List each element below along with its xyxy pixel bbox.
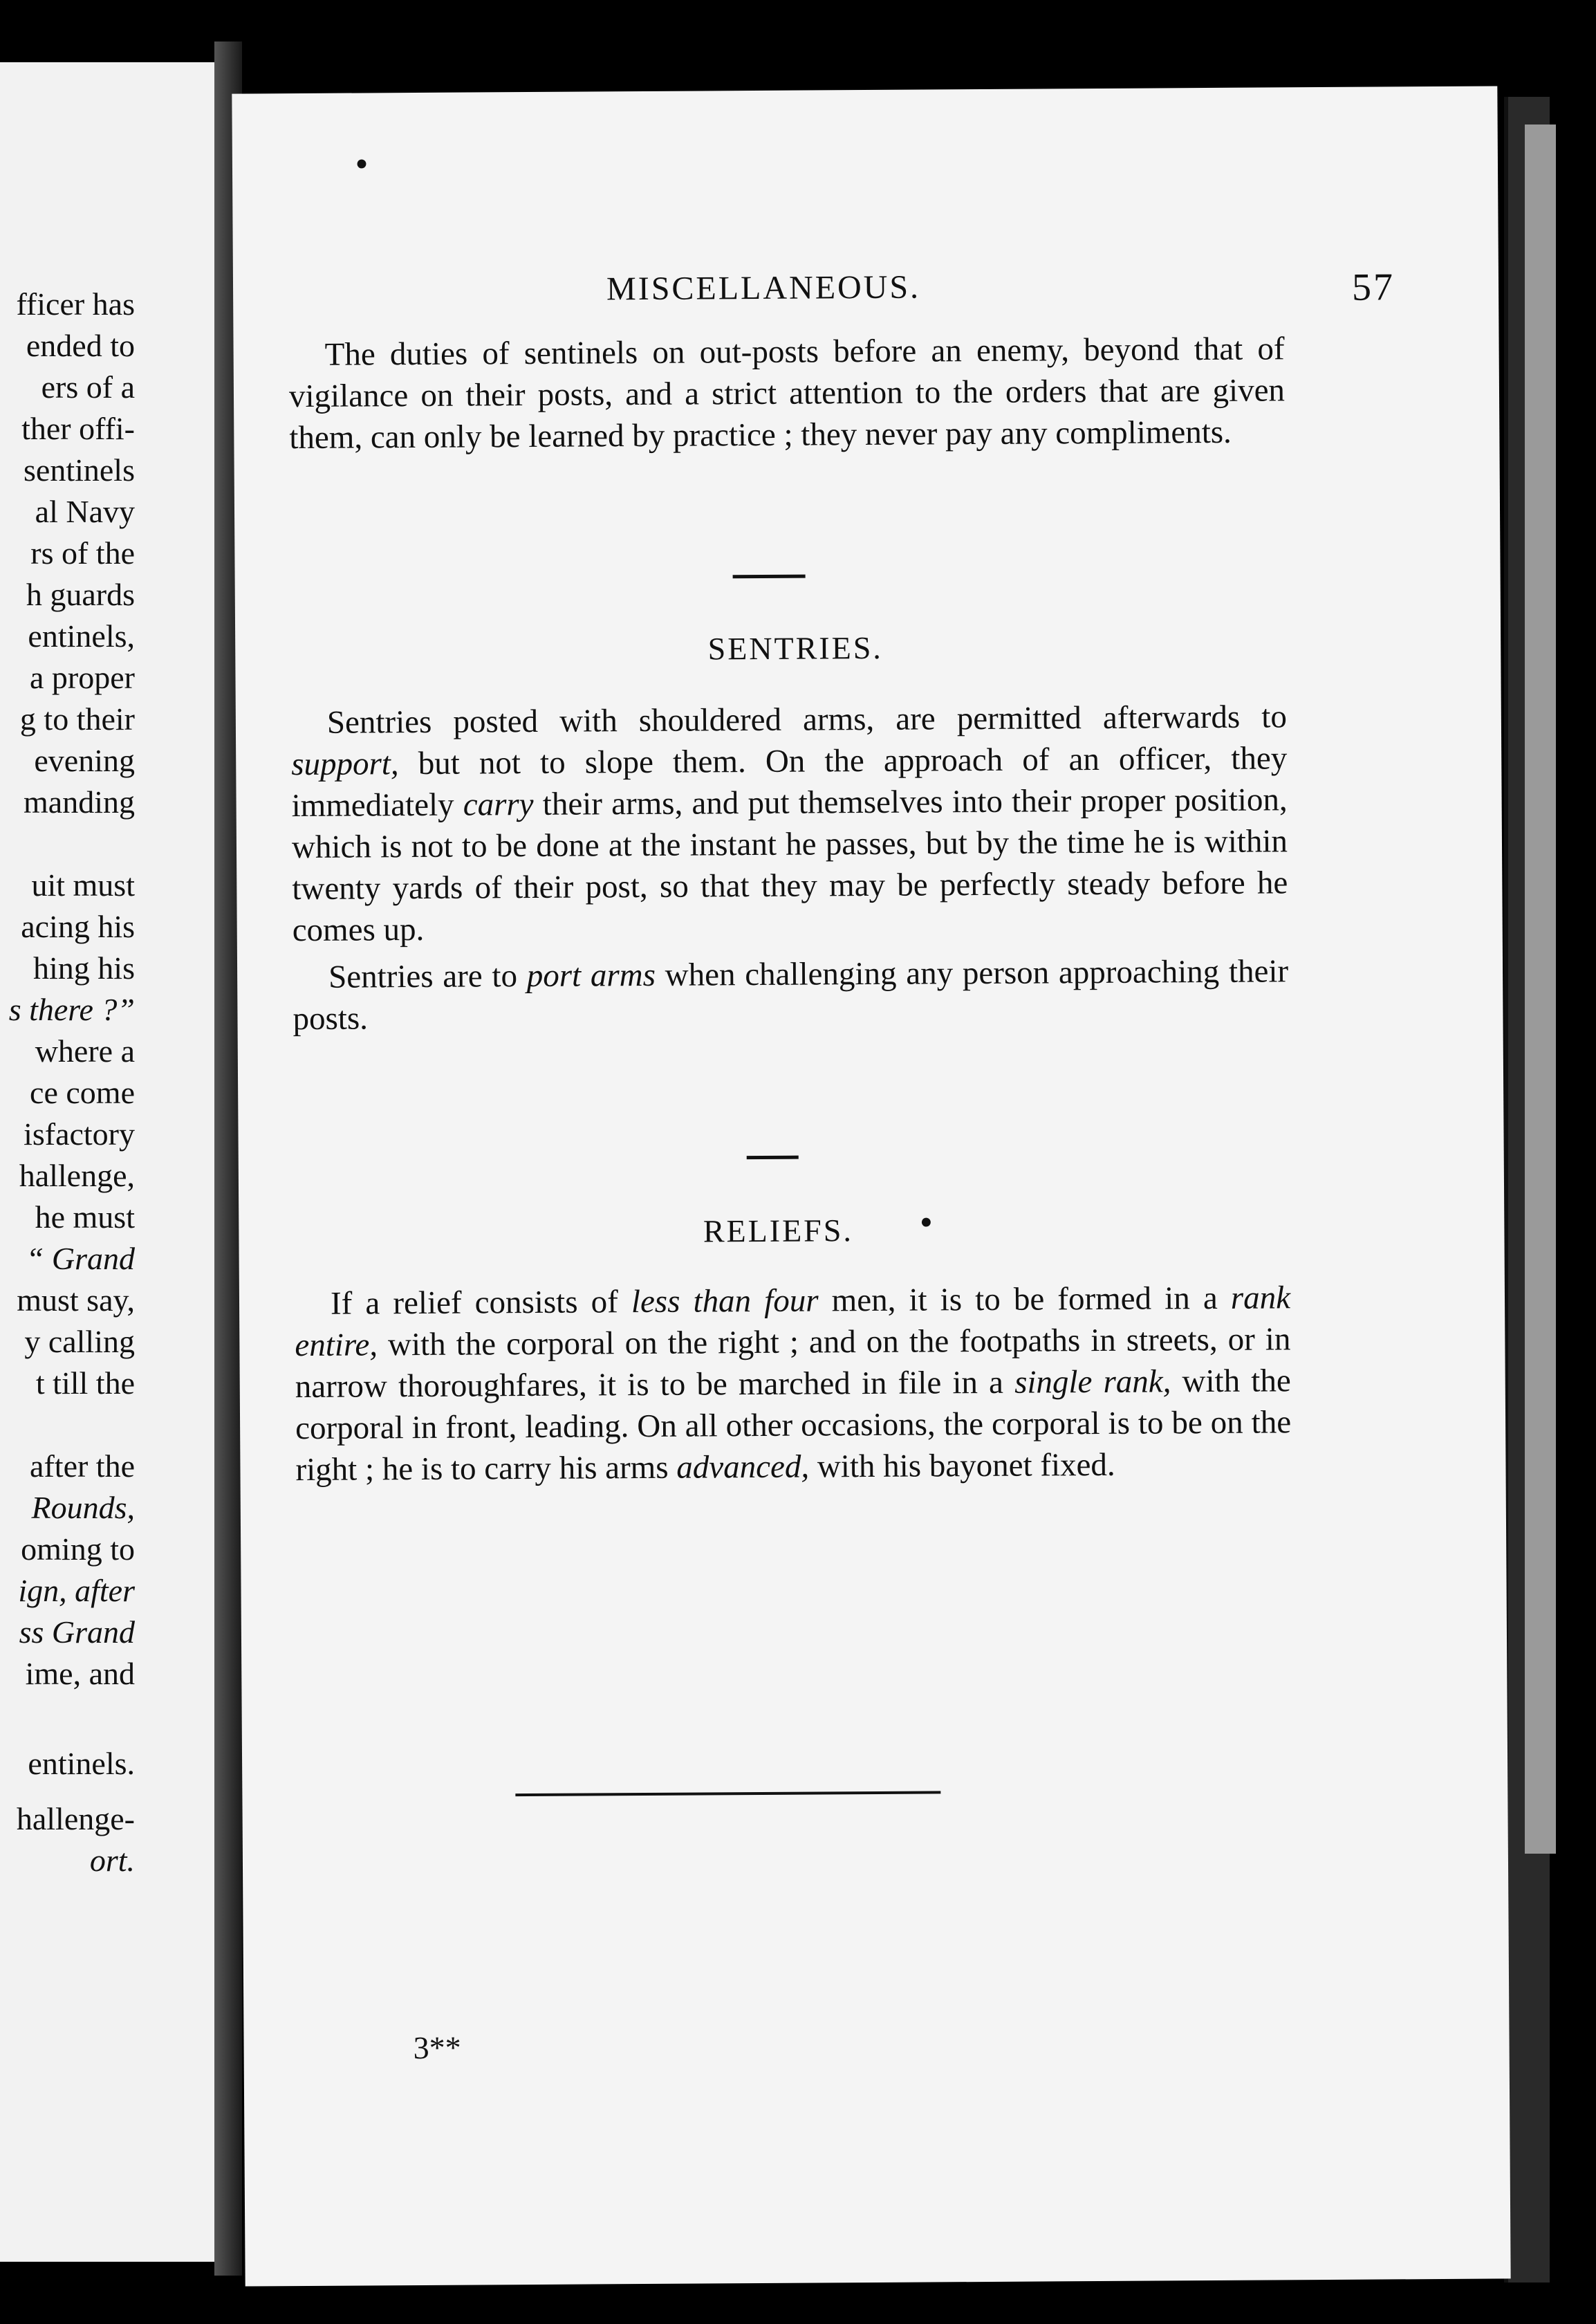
italic-term: less than four xyxy=(631,1282,819,1320)
left-facing-page xyxy=(0,62,232,2262)
signature-mark: 3** xyxy=(413,2029,461,2066)
left-page-fragment: sentinels xyxy=(24,452,135,488)
reliefs-section xyxy=(295,1277,1292,1496)
text-run: Sentries are to xyxy=(328,958,527,995)
page-number: 57 xyxy=(1351,266,1395,309)
left-page-fragment: a proper xyxy=(30,660,135,695)
left-page-fragment: fficer has xyxy=(16,286,135,322)
left-page-fragment: hallenge, xyxy=(19,1158,135,1193)
left-page-fragment: hing his xyxy=(33,950,135,986)
left-page-fragment: “ Grand xyxy=(26,1241,135,1276)
left-page-fragment: ce come xyxy=(30,1075,135,1110)
left-page-fragment: evening xyxy=(34,743,135,778)
left-page-fragment: acing his xyxy=(21,909,135,944)
left-page-fragment: after the xyxy=(30,1448,135,1484)
sentries-paragraph-2 xyxy=(293,950,1289,1040)
section-divider xyxy=(747,1156,799,1159)
text-run: but not to slope them. On the approach of an officer, they immediately xyxy=(291,740,1288,824)
reliefs-heading: RELIEFS. xyxy=(703,1212,854,1249)
left-page-fragment: ers of a xyxy=(41,369,135,405)
left-page-fragment: ign, after xyxy=(18,1573,135,1608)
reliefs-paragraph xyxy=(295,1277,1292,1491)
italic-term: rank entire, xyxy=(295,1280,1291,1364)
italic-term: advanced, xyxy=(676,1448,810,1486)
left-page-fragment: al Navy xyxy=(35,494,135,529)
italic-term: support, xyxy=(291,746,399,783)
left-page-fragment: y calling xyxy=(24,1324,135,1359)
speck-mark: ● xyxy=(920,1210,933,1233)
sentries-section xyxy=(291,696,1289,1045)
left-page-fragment: s there ?” xyxy=(8,992,135,1027)
left-page-fragment: manding xyxy=(24,784,135,820)
left-page-fragment: Rounds, xyxy=(31,1490,135,1525)
text-run: their arms, and put themselves into their proper position, which is not to be done at the instant he passes, but by the time he is within twenty yards of their post, so that they may be perfectly steady before he comes up. xyxy=(291,782,1288,949)
intro-paragraph-block xyxy=(288,328,1285,464)
main-page xyxy=(232,86,1510,2286)
left-page-fragment: must say, xyxy=(17,1282,135,1318)
text-run: men, it is to be formed in a xyxy=(818,1280,1231,1319)
left-page-fragment: he must xyxy=(35,1199,135,1235)
text-run: Sentries posted with shouldered arms, are permitted afterwards to xyxy=(326,699,1288,741)
italic-term: carry xyxy=(463,786,534,823)
intro-paragraph: The duties of sentinels on out-posts before an enemy, beyond that of vigilance on their posts, and a strict attention to the orders that are given them, can only be learned by practice ; they never pay any compliments. xyxy=(288,331,1286,456)
left-page-fragment: oming to xyxy=(21,1531,135,1567)
left-page-fragment: ther offi- xyxy=(21,411,135,446)
left-page-fragment: entinels, xyxy=(28,618,135,654)
italic-term: single rank, xyxy=(1014,1363,1171,1401)
text-run: with the corporal on the right ; and on the footpaths in streets, or in narrow thoroughfares, it is to be marched in file in a xyxy=(295,1321,1291,1405)
left-page-fragment: rs of the xyxy=(30,535,135,571)
left-page-fragment: t till the xyxy=(35,1365,135,1401)
page-header xyxy=(233,264,1498,309)
left-page-fragment: ime, and xyxy=(25,1656,135,1691)
text-run: when challenging any person approaching their posts. xyxy=(293,953,1289,1038)
left-page-fragment: entinels. xyxy=(28,1746,135,1781)
left-page-fragment: where a xyxy=(35,1033,135,1069)
left-page-fragment: ort. xyxy=(89,1843,135,1878)
left-page-fragment: h guards xyxy=(26,577,135,612)
speck-mark: ● xyxy=(355,151,369,175)
section-divider xyxy=(733,575,806,579)
left-page-fragment: ss Grand xyxy=(19,1614,135,1650)
page-edges-light xyxy=(1525,124,1556,1854)
left-page-fragment: isfactory xyxy=(24,1116,135,1152)
left-page-fragment: g to their xyxy=(19,701,135,737)
text-run: If a relief consists of xyxy=(330,1284,632,1322)
italic-term: port arms xyxy=(526,957,656,995)
left-page-fragment: ended to xyxy=(26,328,135,363)
text-run: with his bayonet fixed. xyxy=(808,1446,1115,1485)
text-run: with the corporal in front, leading. On all other occasions, the corporal is to be on the right ; he is to carry his arms xyxy=(295,1363,1292,1488)
sentries-paragraph-1 xyxy=(291,696,1288,951)
sentries-heading: SENTRIES. xyxy=(707,629,883,667)
end-rule xyxy=(515,1791,940,1796)
left-page-fragment: uit must xyxy=(31,867,135,903)
running-head: MISCELLANEOUS. xyxy=(606,268,921,308)
left-page-fragment: hallenge- xyxy=(16,1801,135,1836)
